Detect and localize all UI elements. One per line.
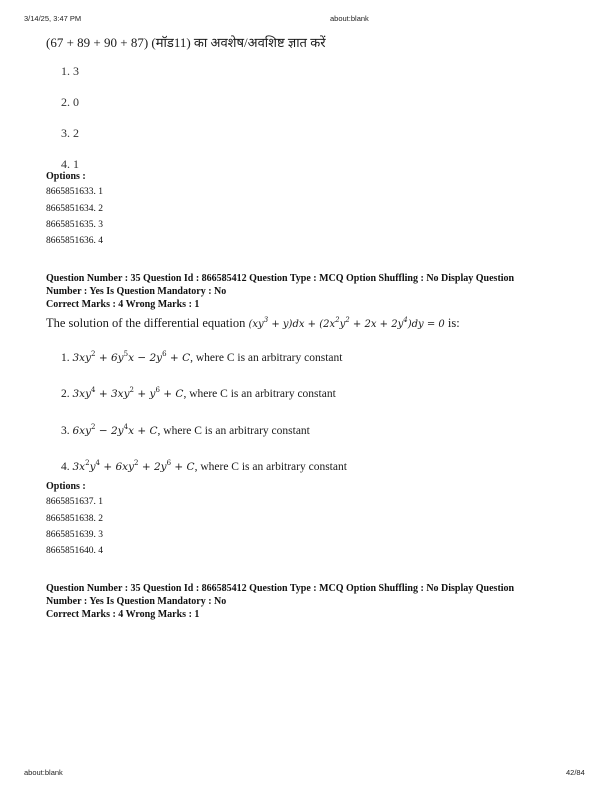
differential-equation: $(xy^3 + y)dx + (2x^2y^2 + 2x + 2y^4)dy = 0$ [248,316,445,330]
options-label: Options : [46,481,86,492]
question-meta-line: Correct Marks : 4 Wrong Marks : 1 [46,609,200,620]
option-3: 3. 2 [61,126,79,140]
question-text: (67 + 89 + 90 + 87) (मॉड11) का अवशेष/अवशिष्ट ज्ञात करें [46,35,326,50]
header-title: about:blank [330,14,369,23]
answer-option-1 [61,352,342,364]
question-meta-line: Question Number : 35 Question Id : 866585412 Question Type : MCQ Option Shuffling : No Display Question [46,273,515,284]
option-id: 8665851639. 3 [46,530,103,540]
option-1: 1. 3 [61,64,79,78]
answer-suffix: , where C is an arbitrary constant [194,461,347,473]
option-id: 8665851635. 3 [46,220,103,230]
answer-suffix: , where C is an arbitrary constant [157,425,310,437]
question-meta-line: Number : Yes Is Question Mandatory : No [46,596,227,607]
answer-expression: $3xy^2 + 6y^5x - 2y^6 + C$ [72,350,191,364]
header-datetime: 3/14/25, 3:47 PM [24,14,82,23]
options-label: Options : [46,171,86,182]
answer-number: 4. [61,461,70,473]
question-stem-end: is: [447,316,460,330]
answer-number: 3. [61,425,70,437]
question-stem-text: The solution of the differential equation [46,316,246,330]
answer-suffix: , where C is an arbitrary constant [183,388,336,400]
option-id: 8665851638. 2 [46,514,103,524]
option-id: 8665851634. 2 [46,204,103,214]
answer-option-2 [61,388,336,400]
footer-url: about:blank [24,768,63,777]
answer-suffix: , where C is an arbitrary constant [190,352,343,364]
question-meta [46,272,576,311]
option-2: 2. 0 [61,95,79,109]
option-id: 8665851633. 1 [46,187,103,197]
page-number: 42/84 [566,768,585,777]
option-4: 4. 1 [61,157,79,171]
question-meta-line: Correct Marks : 4 Wrong Marks : 1 [46,299,200,310]
answer-expression: $6xy^2 - 2y^4x + C$ [72,423,158,437]
option-id: 8665851636. 4 [46,236,103,246]
option-id: 8665851637. 1 [46,497,103,507]
question-meta-line: Question Number : 35 Question Id : 866585412 Question Type : MCQ Option Shuffling : No Display Question [46,583,515,594]
question-meta [46,582,576,621]
answer-number: 2. [61,388,70,400]
question-meta-line: Number : Yes Is Question Mandatory : No [46,286,227,297]
question-stem [46,316,460,331]
answer-option-3 [61,425,310,437]
answer-number: 1. [61,352,70,364]
answer-option-4 [61,461,347,473]
option-id: 8665851640. 4 [46,546,103,556]
answer-expression: $3x^2y^4 + 6xy^2 + 2y^6 + C$ [72,459,195,473]
answer-expression: $3xy^4 + 3xy^2 + y^6 + C$ [72,386,184,400]
